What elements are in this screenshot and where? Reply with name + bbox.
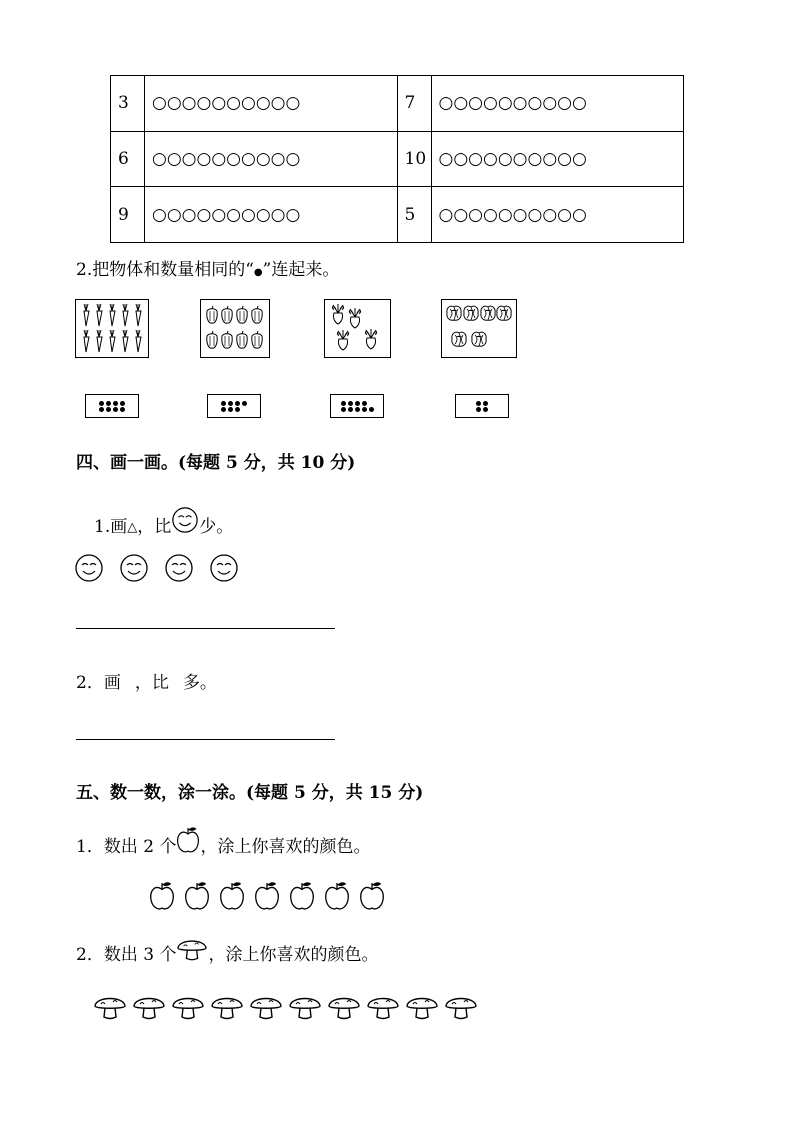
smiley-icon	[164, 553, 194, 583]
apple-icon[interactable]	[289, 880, 315, 912]
mushroom-icon[interactable]	[444, 992, 478, 1022]
mushroom-icon[interactable]	[366, 992, 400, 1022]
carrot-icon	[76, 300, 148, 357]
table-row	[111, 131, 684, 187]
table-number: 5	[397, 187, 431, 243]
smiley-icon	[209, 553, 239, 583]
dot-icon: ●	[253, 267, 263, 278]
triangle-icon: △	[127, 520, 138, 535]
circle-row[interactable]: ○○○○○○○○○○	[431, 187, 684, 243]
mushroom-icon[interactable]	[171, 992, 205, 1022]
table-number: 9	[111, 187, 145, 243]
mushroom-icon[interactable]	[405, 992, 439, 1022]
mushroom-row	[93, 992, 478, 1022]
cabbage-picture[interactable]	[441, 299, 517, 358]
mushroom-icon[interactable]	[132, 992, 166, 1022]
count-question-1: 1．数出 2 个 ，涂上你喜欢的颜色。	[76, 825, 370, 857]
section-4-heading: 四、画一画。(每题 5 分，共 10 分)	[76, 453, 356, 473]
answer-line-1[interactable]	[76, 628, 335, 629]
apple-icon[interactable]	[324, 880, 350, 912]
mushroom-icon[interactable]	[288, 992, 322, 1022]
circle-row[interactable]: ○○○○○○○○○○	[145, 131, 398, 187]
table-number: 6	[111, 131, 145, 187]
circle-row[interactable]: ○○○○○○○○○○	[145, 76, 398, 132]
pepper-icon	[201, 300, 269, 357]
dot-card-4[interactable]	[455, 394, 509, 418]
apple-icon[interactable]	[219, 880, 245, 912]
apple-icon[interactable]	[254, 880, 280, 912]
smiley-icon	[119, 553, 149, 583]
match-instruction: 2.把物体和数量相同的“●”连起来。	[76, 260, 340, 280]
smiley-icon	[74, 553, 104, 583]
apple-row	[149, 880, 385, 912]
smiley-icon	[171, 506, 199, 534]
circle-row[interactable]: ○○○○○○○○○○	[431, 131, 684, 187]
draw-question-1: 1.画 △ ，比 少。	[94, 506, 233, 537]
draw-question-2: 2．画 ，比 多。	[76, 673, 217, 693]
apple-icon[interactable]	[149, 880, 175, 912]
answer-line-2[interactable]	[76, 739, 335, 740]
count-question-2: 2．数出 3 个 ，涂上你喜欢的颜色。	[76, 935, 378, 965]
mushroom-icon[interactable]	[210, 992, 244, 1022]
radish-icon	[325, 300, 390, 357]
number-circle-table	[110, 75, 684, 243]
mushroom-icon[interactable]	[93, 992, 127, 1022]
carrot-picture[interactable]	[75, 299, 149, 358]
mushroom-icon[interactable]	[249, 992, 283, 1022]
apple-icon[interactable]	[184, 880, 210, 912]
table-number: 10	[397, 131, 431, 187]
dot-card-8[interactable]	[85, 394, 139, 418]
radish-picture[interactable]	[324, 299, 391, 358]
mushroom-icon[interactable]	[327, 992, 361, 1022]
table-row	[111, 76, 684, 132]
table-number: 3	[111, 76, 145, 132]
dot-card-7[interactable]	[207, 394, 261, 418]
mushroom-icon	[176, 935, 208, 963]
circle-row[interactable]: ○○○○○○○○○○	[431, 76, 684, 132]
smiley-row	[74, 553, 239, 583]
section-5-heading: 五、数一数，涂一涂。(每题 5 分，共 15 分)	[76, 783, 424, 803]
circle-row[interactable]: ○○○○○○○○○○	[145, 187, 398, 243]
apple-icon	[176, 825, 200, 855]
table-row	[111, 187, 684, 243]
apple-icon[interactable]	[359, 880, 385, 912]
dot-card-9[interactable]	[330, 394, 384, 418]
table-number: 7	[397, 76, 431, 132]
cabbage-icon	[442, 300, 516, 357]
pepper-picture[interactable]	[200, 299, 270, 358]
